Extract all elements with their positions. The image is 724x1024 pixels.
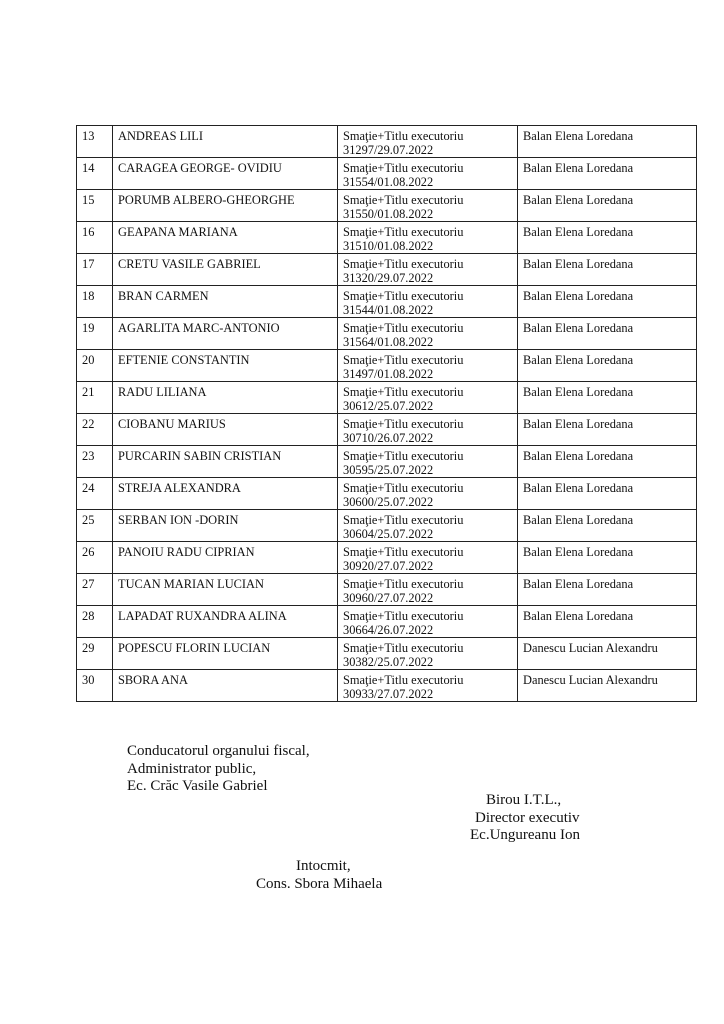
- document-cell: [338, 606, 518, 638]
- taxpayer-name: CRETU VASILE GABRIEL: [113, 254, 338, 286]
- responsible-officer: Balan Elena Loredana: [518, 254, 697, 286]
- taxpayer-name: AGARLITA MARC-ANTONIO: [113, 318, 338, 350]
- document-type: Smaţie+Titlu executoriu: [343, 321, 464, 335]
- row-number: 15: [77, 190, 113, 222]
- table-row: [77, 542, 697, 574]
- table-row: [77, 574, 697, 606]
- signature-block-fiscal-authority: [127, 743, 310, 796]
- document-type: Smaţie+Titlu executoriu: [343, 577, 464, 591]
- row-number: 28: [77, 606, 113, 638]
- signature-role: Birou I.T.L.,: [486, 792, 562, 808]
- signature-title: Director executiv: [475, 809, 580, 826]
- signature-role: Conducatorul organului fiscal,: [127, 743, 310, 759]
- responsible-officer: Balan Elena Loredana: [518, 318, 697, 350]
- signature-name: Ec. Crăc Vasile Gabriel: [127, 778, 268, 794]
- document-reference: 31544/01.08.2022: [343, 303, 434, 317]
- document-reference: 30960/27.07.2022: [343, 591, 434, 605]
- table-row: [77, 222, 697, 254]
- row-number: 19: [77, 318, 113, 350]
- document-type: Smaţie+Titlu executoriu: [343, 449, 464, 463]
- responsible-officer: Balan Elena Loredana: [518, 478, 697, 510]
- document-reference: 30933/27.07.2022: [343, 687, 434, 701]
- document-reference: 31564/01.08.2022: [343, 335, 434, 349]
- document-reference: 30604/25.07.2022: [343, 527, 434, 541]
- taxpayer-name: SBORA ANA: [113, 670, 338, 702]
- taxpayer-name: GEAPANA MARIANA: [113, 222, 338, 254]
- table-row: [77, 446, 697, 478]
- row-number: 26: [77, 542, 113, 574]
- responsible-officer: Balan Elena Loredana: [518, 190, 697, 222]
- signature-block-prepared-by: [256, 858, 382, 893]
- document-type: Smaţie+Titlu executoriu: [343, 673, 464, 687]
- document-cell: [338, 382, 518, 414]
- responsible-officer: Balan Elena Loredana: [518, 606, 697, 638]
- document-cell: [338, 158, 518, 190]
- document-reference: 30595/25.07.2022: [343, 463, 434, 477]
- row-number: 22: [77, 414, 113, 446]
- document-cell: [338, 318, 518, 350]
- records-table: [76, 125, 697, 702]
- responsible-officer: Balan Elena Loredana: [518, 286, 697, 318]
- document-cell: [338, 126, 518, 158]
- document-reference: 30600/25.07.2022: [343, 495, 434, 509]
- responsible-officer: Balan Elena Loredana: [518, 350, 697, 382]
- document-cell: [338, 670, 518, 702]
- document-reference: 30664/26.07.2022: [343, 623, 434, 637]
- responsible-officer: Balan Elena Loredana: [518, 382, 697, 414]
- taxpayer-name: LAPADAT RUXANDRA ALINA: [113, 606, 338, 638]
- responsible-officer: Balan Elena Loredana: [518, 126, 697, 158]
- responsible-officer: Balan Elena Loredana: [518, 446, 697, 478]
- document-reference: 31554/01.08.2022: [343, 175, 434, 189]
- responsible-officer: Balan Elena Loredana: [518, 542, 697, 574]
- document-reference: 30920/27.07.2022: [343, 559, 434, 573]
- document-reference: 31510/01.08.2022: [343, 239, 434, 253]
- document-cell: [338, 574, 518, 606]
- signature-block-itl-office: [470, 792, 580, 845]
- document-reference: 31497/01.08.2022: [343, 367, 434, 381]
- table-row: [77, 286, 697, 318]
- table-row: [77, 190, 697, 222]
- row-number: 16: [77, 222, 113, 254]
- row-number: 30: [77, 670, 113, 702]
- responsible-officer: Balan Elena Loredana: [518, 414, 697, 446]
- taxpayer-name: PANOIU RADU CIPRIAN: [113, 542, 338, 574]
- document-cell: [338, 350, 518, 382]
- document-reference: 31320/29.07.2022: [343, 271, 434, 285]
- table-row: [77, 350, 697, 382]
- row-number: 21: [77, 382, 113, 414]
- taxpayer-name: EFTENIE CONSTANTIN: [113, 350, 338, 382]
- document-reference: 30612/25.07.2022: [343, 399, 434, 413]
- taxpayer-name: PORUMB ALBERO-GHEORGHE: [113, 190, 338, 222]
- document-type: Smaţie+Titlu executoriu: [343, 481, 464, 495]
- document-type: Smaţie+Titlu executoriu: [343, 193, 464, 207]
- signature-role: Intocmit,: [296, 858, 351, 874]
- signature-name: Cons. Sbora Mihaela: [256, 875, 383, 892]
- table-row: [77, 606, 697, 638]
- table-row: [77, 318, 697, 350]
- row-number: 29: [77, 638, 113, 670]
- table-row: [77, 510, 697, 542]
- document-reference: 30382/25.07.2022: [343, 655, 434, 669]
- table-row: [77, 158, 697, 190]
- taxpayer-name: TUCAN MARIAN LUCIAN: [113, 574, 338, 606]
- document-cell: [338, 190, 518, 222]
- signature-title: Administrator public,: [127, 760, 257, 777]
- table-row: [77, 414, 697, 446]
- document-reference: 30710/26.07.2022: [343, 431, 434, 445]
- document-cell: [338, 638, 518, 670]
- document-type: Smaţie+Titlu executoriu: [343, 513, 464, 527]
- document-type: Smaţie+Titlu executoriu: [343, 545, 464, 559]
- document-type: Smaţie+Titlu executoriu: [343, 353, 464, 367]
- row-number: 17: [77, 254, 113, 286]
- responsible-officer: Balan Elena Loredana: [518, 574, 697, 606]
- row-number: 18: [77, 286, 113, 318]
- document-cell: [338, 542, 518, 574]
- table-row: [77, 382, 697, 414]
- document-cell: [338, 510, 518, 542]
- row-number: 20: [77, 350, 113, 382]
- taxpayer-name: STREJA ALEXANDRA: [113, 478, 338, 510]
- taxpayer-name: RADU LILIANA: [113, 382, 338, 414]
- table-row: [77, 254, 697, 286]
- responsible-officer: Danescu Lucian Alexandru: [518, 638, 697, 670]
- document-type: Smaţie+Titlu executoriu: [343, 289, 464, 303]
- row-number: 27: [77, 574, 113, 606]
- document-type: Smaţie+Titlu executoriu: [343, 225, 464, 239]
- taxpayer-name: CIOBANU MARIUS: [113, 414, 338, 446]
- document-cell: [338, 446, 518, 478]
- row-number: 24: [77, 478, 113, 510]
- responsible-officer: Balan Elena Loredana: [518, 510, 697, 542]
- document-reference: 31297/29.07.2022: [343, 143, 434, 157]
- table-row: [77, 638, 697, 670]
- document-type: Smaţie+Titlu executoriu: [343, 161, 464, 175]
- document-type: Smaţie+Titlu executoriu: [343, 641, 464, 655]
- taxpayer-name: POPESCU FLORIN LUCIAN: [113, 638, 338, 670]
- document-cell: [338, 222, 518, 254]
- document-type: Smaţie+Titlu executoriu: [343, 257, 464, 271]
- document-cell: [338, 414, 518, 446]
- row-number: 25: [77, 510, 113, 542]
- row-number: 13: [77, 126, 113, 158]
- taxpayer-name: CARAGEA GEORGE- OVIDIU: [113, 158, 338, 190]
- document-reference: 31550/01.08.2022: [343, 207, 434, 221]
- document-cell: [338, 478, 518, 510]
- table-row: [77, 478, 697, 510]
- taxpayer-name: BRAN CARMEN: [113, 286, 338, 318]
- taxpayer-name: PURCARIN SABIN CRISTIAN: [113, 446, 338, 478]
- document-cell: [338, 286, 518, 318]
- signature-name: Ec.Ungureanu Ion: [470, 827, 580, 843]
- document-type: Smaţie+Titlu executoriu: [343, 385, 464, 399]
- table-row: [77, 670, 697, 702]
- responsible-officer: Balan Elena Loredana: [518, 222, 697, 254]
- row-number: 14: [77, 158, 113, 190]
- taxpayer-name: SERBAN ION -DORIN: [113, 510, 338, 542]
- row-number: 23: [77, 446, 113, 478]
- document-type: Smaţie+Titlu executoriu: [343, 129, 464, 143]
- records-table-body: [77, 126, 697, 702]
- document-cell: [338, 254, 518, 286]
- responsible-officer: Danescu Lucian Alexandru: [518, 670, 697, 702]
- document-type: Smaţie+Titlu executoriu: [343, 609, 464, 623]
- responsible-officer: Balan Elena Loredana: [518, 158, 697, 190]
- document-type: Smaţie+Titlu executoriu: [343, 417, 464, 431]
- table-row: [77, 126, 697, 158]
- taxpayer-name: ANDREAS LILI: [113, 126, 338, 158]
